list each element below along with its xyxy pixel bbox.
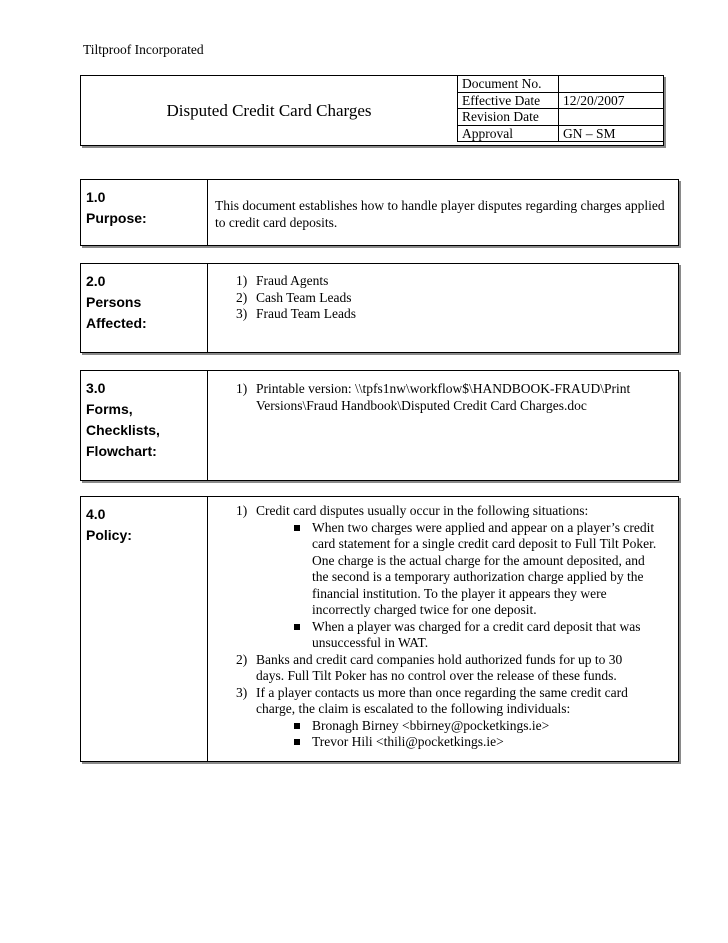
section-number: 4.0	[86, 506, 106, 522]
meta-value	[559, 109, 664, 126]
square-bullet-icon	[294, 723, 300, 729]
sub-list-item: When two charges were applied and appear on a player’s credit card statement for a single credit card deposit to Full Tilt Poker. One charge is the actual charge for the amount deposited, and the second is a temporary authorization charge applied by the financial institution. To the player it appears they were incorrectly charged twice for one deposit.	[208, 520, 658, 619]
section-label	[81, 371, 208, 480]
purpose-text: This document establishes how to handle player disputes regarding charges applied to credit card deposits.	[215, 198, 665, 230]
sub-list-item	[208, 734, 678, 751]
list-item: 1) Credit card disputes usually occur in the following situations:	[236, 503, 589, 518]
section-title: Affected:	[86, 315, 147, 331]
section-label	[81, 264, 208, 352]
section-title: Persons	[86, 294, 142, 310]
section-label	[81, 180, 208, 245]
meta-label: Effective Date	[458, 92, 559, 109]
square-bullet-icon	[294, 739, 300, 745]
meta-row-effective-date	[458, 92, 664, 109]
section-title: Purpose:	[86, 210, 147, 226]
policy-list	[208, 652, 678, 718]
section-title: Policy:	[86, 527, 132, 543]
sub-list-item: When a player was charged for a credit card deposit that was unsuccessful in WAT.	[208, 619, 658, 652]
contact-email: Bronagh Birney <bbirney@pocketkings.ie>	[312, 717, 550, 733]
list-item: 2) Cash Team Leads	[236, 289, 352, 305]
meta-row-document-no	[458, 76, 664, 93]
persons-list	[208, 273, 678, 323]
section-number: 2.0	[86, 273, 106, 289]
section-number: 1.0	[86, 189, 106, 205]
sub-list-item	[208, 718, 678, 735]
document-meta-table	[457, 75, 664, 142]
document-title: Disputed Credit Card Charges	[166, 100, 372, 120]
section-number: 3.0	[86, 380, 106, 396]
forms-list	[208, 381, 678, 414]
meta-row-approval	[458, 125, 664, 142]
section-label	[81, 497, 208, 761]
escalation-contacts	[208, 718, 678, 751]
section-policy	[80, 496, 679, 762]
policy-sublist	[208, 520, 678, 652]
printable-version-path: Printable version: \\tpfs1nw\workflow$\HANDBOOK-FRAUD\Print Versions\Fraud Handbook\Disputed Credit Card Charges.doc	[256, 381, 631, 413]
contact-email: Trevor Hili <thili@pocketkings.ie>	[312, 734, 504, 749]
section-title: Checklists,	[86, 422, 160, 438]
meta-label: Document No.	[458, 76, 559, 93]
list-item: 1) Fraud Agents	[236, 273, 329, 288]
section-persons-affected	[80, 263, 679, 353]
meta-label: Approval	[458, 125, 559, 142]
section-title: Flowchart:	[86, 443, 157, 459]
section-title: Forms,	[86, 401, 133, 417]
company-name: Tiltproof Incorporated	[83, 42, 204, 57]
meta-value: 12/20/2007	[559, 92, 664, 109]
section-purpose	[80, 179, 679, 246]
meta-value: GN – SM	[559, 125, 664, 142]
square-bullet-icon	[294, 624, 300, 630]
list-item: 3) Fraud Team Leads	[236, 306, 357, 321]
list-item: 2) Banks and credit card companies hold authorized funds for up to 30 days. Full Tilt Poker has no control over the release of these funds.	[236, 651, 623, 683]
square-bullet-icon	[294, 525, 300, 531]
policy-list	[208, 503, 678, 520]
meta-value	[559, 76, 664, 93]
list-item: 1) Printable version: \\tpfs1nw\workflow$\HANDBOOK-FRAUD\Print Versions\Fraud Handbook\Disputed Credit Card Charges.doc	[236, 381, 631, 413]
meta-label: Revision Date	[458, 109, 559, 126]
section-forms	[80, 370, 679, 481]
document-header	[80, 75, 664, 146]
list-item: 3) If a player contacts us more than once regarding the same credit card charge, the claim is escalated to the following individuals:	[236, 684, 628, 716]
meta-row-revision-date	[458, 109, 664, 126]
